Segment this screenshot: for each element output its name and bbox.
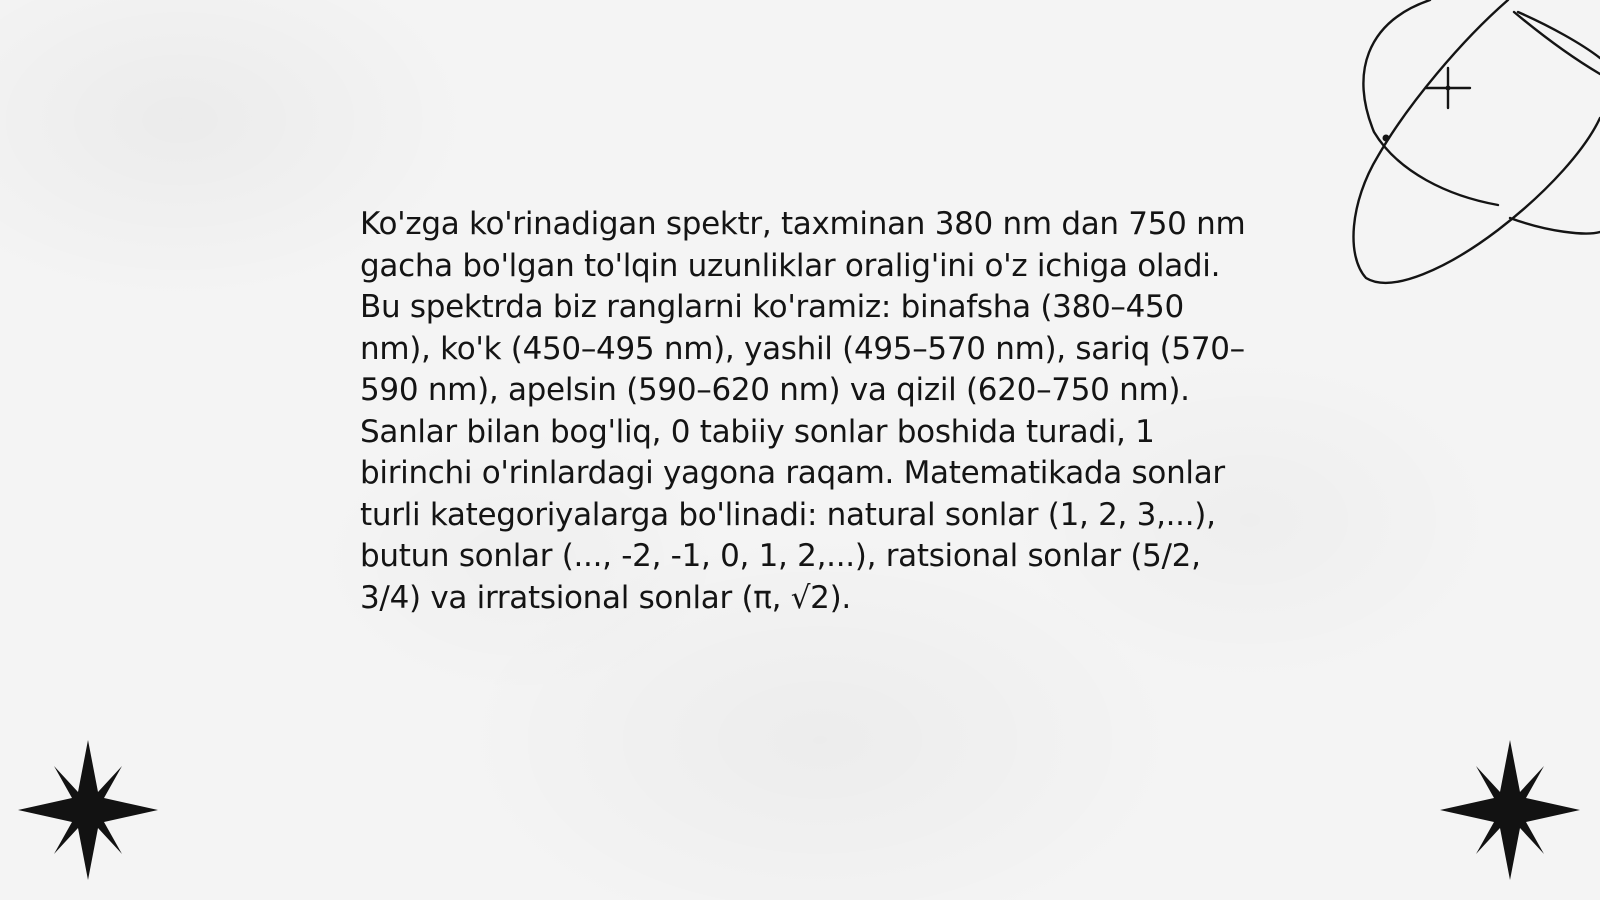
sparkle-star-icon: [1440, 740, 1580, 880]
slide-body-text: Ko'zga ko'rinadigan spektr, taxminan 380 nm dan 750 nm gacha bo'lgan to'lqin uzunliklar oralig'ini o'z ichiga oladi. Bu spektrda biz ranglarni ko'ramiz: binafsha (380–450 nm), ko'k (450–495 nm), yashil (495–570 nm), sariq (570–590 nm), apelsin (590–620 nm) va qizil (620–750 nm). Sanlar bilan bog'liq, 0 tabiiy sonlar boshida turadi, 1 birinchi o'rinlardagi yagona raqam. Matematikada sonlar turli kategoriyalarga bo'linadi: natural sonlar (1, 2, 3,...), butun sonlar (..., -2, -1, 0, 1, 2,...), ratsional sonlar (5/2, 3/4) va irratsional sonlar (π, √2).: [360, 206, 1246, 616]
orbit-lines-icon: [1350, 0, 1600, 290]
sparkle-star-icon: [18, 740, 158, 880]
